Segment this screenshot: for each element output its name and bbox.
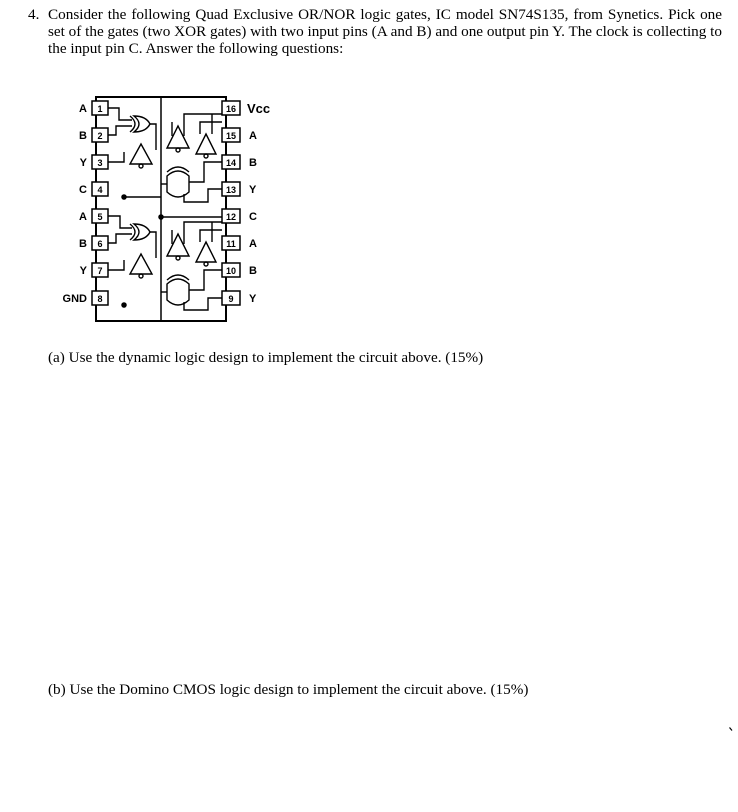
pin-label: B bbox=[79, 130, 87, 142]
pin-number: 12 bbox=[225, 212, 237, 222]
pin-number: 13 bbox=[225, 185, 237, 195]
pin-number: 2 bbox=[97, 131, 103, 141]
pin-number: 10 bbox=[225, 266, 237, 276]
junction-dot bbox=[122, 303, 126, 307]
pin-number: 5 bbox=[97, 212, 103, 222]
pin-number: 9 bbox=[228, 294, 234, 304]
xor-gate-lower-left bbox=[108, 216, 156, 278]
question-number: 4. bbox=[28, 6, 40, 23]
pin-number: 15 bbox=[225, 131, 237, 141]
xor-gate-right-top bbox=[196, 114, 222, 158]
stray-mark bbox=[729, 727, 733, 731]
pin-label: B bbox=[79, 238, 87, 250]
pin-number: 8 bbox=[97, 294, 103, 304]
pin-number: 7 bbox=[97, 266, 103, 276]
part-a-text: (a) Use the dynamic logic design to implement the circuit above. (15%) bbox=[48, 349, 484, 366]
xor-gate-right-bottom bbox=[196, 222, 222, 266]
ic-pinout-diagram bbox=[44, 94, 294, 326]
pin-number: 3 bbox=[97, 158, 103, 168]
xor-gate-upper-left bbox=[108, 108, 156, 168]
pin-number: 1 bbox=[97, 104, 103, 114]
pin-label: GND bbox=[62, 293, 87, 305]
pin-label: A bbox=[249, 130, 257, 142]
pin-number: 6 bbox=[97, 239, 103, 249]
part-b-text: (b) Use the Domino CMOS logic design to implement the circuit above. (15%) bbox=[48, 681, 529, 698]
pin-label: C bbox=[79, 184, 87, 196]
pin-label: Y bbox=[79, 157, 87, 169]
pin-number: 16 bbox=[225, 104, 237, 114]
pin-number: 14 bbox=[225, 158, 237, 168]
junction-dot bbox=[122, 195, 126, 199]
pin-label: C bbox=[249, 211, 257, 223]
pin-label: Y bbox=[249, 293, 257, 305]
pin-number: 11 bbox=[226, 239, 236, 249]
pin-label: A bbox=[249, 238, 257, 250]
pin-label: Vcc bbox=[247, 101, 271, 116]
pin-label: B bbox=[249, 265, 257, 277]
xor-gate-upper-center bbox=[161, 114, 222, 202]
pin-label: Y bbox=[79, 265, 87, 277]
pin-label: A bbox=[79, 103, 87, 115]
junction-dot bbox=[159, 215, 163, 219]
pin-label: A bbox=[79, 211, 87, 223]
pin-label: B bbox=[249, 157, 257, 169]
pin-number: 4 bbox=[97, 185, 103, 195]
xor-gate-lower-center bbox=[161, 222, 222, 310]
question-text: Consider the following Quad Exclusive OR/NOR logic gates, IC model SN74S135, from Synetics. Pick one set of the gates (two XOR gates) with two input pins (A and B) and one output pin Y. The clock is collecting to the input pin C. Answer the following questions: bbox=[48, 6, 722, 57]
pin-label: Y bbox=[249, 184, 257, 196]
